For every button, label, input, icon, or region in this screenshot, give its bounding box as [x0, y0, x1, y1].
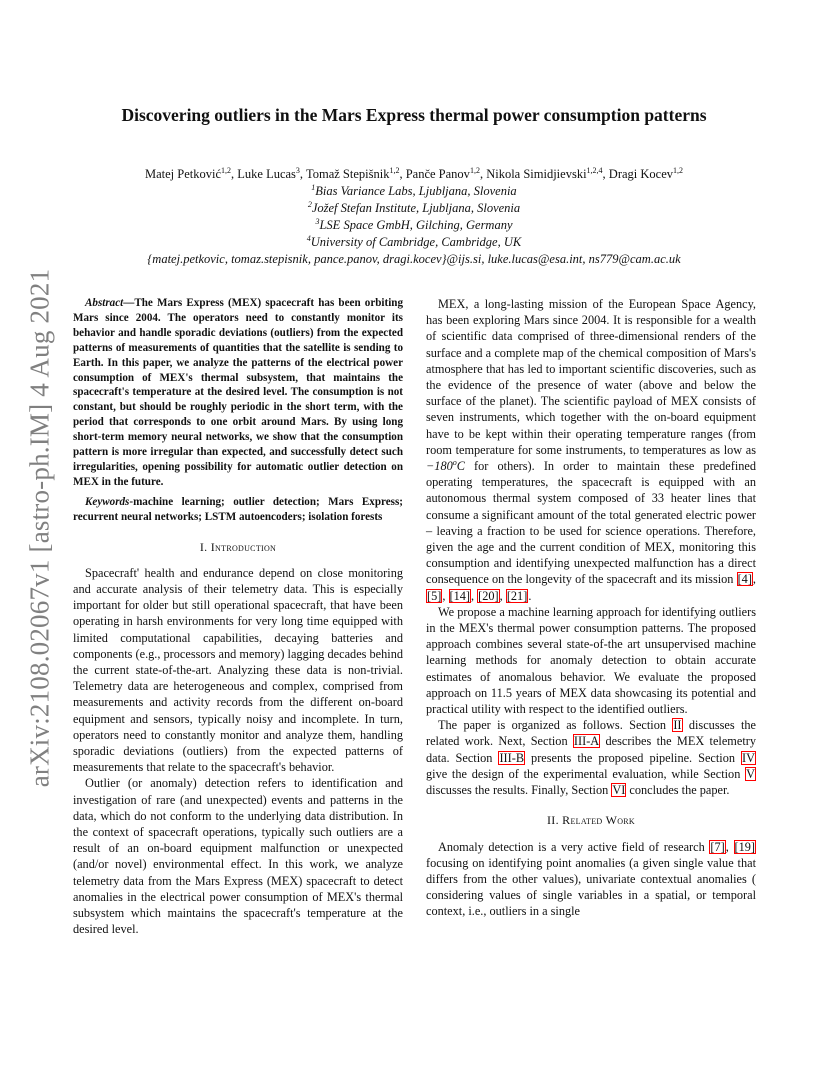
author-block — [60, 166, 768, 268]
author-sup: 1,2 — [469, 165, 480, 175]
author-name: Dragi Kocev — [608, 167, 674, 181]
section-link[interactable]: IV — [742, 750, 755, 765]
paragraph: MEX, a long-lasting mission of the European Space Agency, has been exploring Mars since 2004. It is responsible for a wealth of scientific data comprised of three-dimensional renders of the surface and a complete map of the chemical composition of Mars's atmosphere that has led to important scientific discoveries, such as the evidence of the presence of water (above and below the surface of the planet). The scientific payload of MEX consists of seven instruments, which together with the on-board equipment have to be kept within their operating temperature ranges (from room temperature for some instruments, to temperatures as low as $-180^oC$ for others). In order to maintain these predefined operating temperatures, the spacecraft is equipped with an autonomous thermal system composed of 33 heater lines that consume a significant amount of the total generated electric power – leaving a fraction to be used for science operations. Therefore, given the age and the current condition of MEX, monitoring this consumption and identifying unexpected malfunction has a direct consequence on the longevity of the spacecraft and its mission [4], [5], [14], [20], [21]. — [426, 297, 756, 603]
keywords: Keywords-machine learning; outlier detection; Mars Express; recurrent neural networks; LSTM autoencoders; isolation forests — [73, 495, 403, 523]
author-sup: 1,2 — [673, 165, 684, 175]
paragraph: The paper is organized as follows. Section II discusses the related work. Next, Section III-A describes the MEX telemetry data. Section III-B presents the proposed pipeline. Section IV give the design of the experimental evaluation, while Section V discusses the results. Finally, Section VI concludes the paper. — [426, 718, 756, 798]
author-names: Matej Petković$^{1,2}$, Luke Lucas$^3$, Tomaž Stepišnik$^{1,2}$, Panče Panov$^{1,2}$, Nikola Simidjievski$^{1,2,4}$, Dragi Kocev$^{1,2}$ — [144, 165, 684, 181]
author-sup: 1,2 — [389, 165, 400, 175]
affiliation: $^1$Bias Variance Labs, Ljubljana, Slovenia — [311, 182, 517, 198]
paragraph: Spacecraft' health and endurance depend on close monitoring and accurate analysis of their telemetry data. This is especially important for older but still operational spacecraft, that have been operating in harsh environments for very long time equipped with limited computational capabilities, decaying batteries and components (e.g., processors and memory) lagging decades behind the current state-of-the-art. Analyzing these data is non-trivial. Telemetry data are heterogeneous and complex, comprised from measurements and activity records from the different on-board equipment and sensors, typically noisy and incomplete. In turn, operators need to constantly monitor and analyze them, handling sporadic deviations (outliers) from the expected patterns of measurements that relate to the spacecraft's behavior. — [73, 565, 403, 775]
author-name: Matej Petković — [144, 167, 222, 181]
section-heading-related-work: II. Related Work — [546, 813, 635, 828]
left-column — [73, 296, 403, 937]
author-name: Panče Panov — [405, 167, 470, 181]
section-link[interactable]: III-A — [573, 734, 600, 749]
section-link[interactable]: III-B — [499, 750, 525, 765]
section-link[interactable]: II — [673, 718, 682, 733]
section-link[interactable]: V — [746, 766, 755, 781]
right-column — [426, 296, 756, 920]
arxiv-id: arXiv:2108.02067v1 [astro-ph.IM] 4 Aug 2021 — [24, 268, 55, 788]
author-sup: 1,2,4 — [586, 165, 603, 175]
citation-link[interactable]: [4] — [737, 572, 752, 587]
author-emails: {matej.petkovic, tomaz.stepisnik, pance.panov, dragi.kocev}@ijs.si, luke.lucas@esa.int, ns779@cam.ac.uk — [147, 252, 681, 266]
author-name: Nikola Simidjievski — [486, 167, 587, 181]
affiliation: $^4$University of Cambridge, Cambridge, UK — [306, 233, 522, 249]
paragraph: We propose a machine learning approach for identifying outliers in the MEX's thermal power consumption patterns. The proposed approach combines several state-of-the art unsupervised machine learning methods for anomaly detection to obtain accurate estimates of anomalous behavior. We evaluate the proposed approach on 11.5 years of MEX data showcasing its potential and practical utility with respect to the identified outliers. — [426, 604, 756, 717]
affiliation: $^3$LSE Space GmbH, Gilching, Germany — [315, 216, 513, 232]
citation-link[interactable]: [19] — [734, 839, 755, 854]
citation-link[interactable]: [14] — [449, 588, 470, 603]
paragraph: Outlier (or anomaly) detection refers to identification and investigation of rare (and unexpected) events and patterns in the data, which do not conform to the underlying data distribution. In the context of spacecraft operations, typically such outliers are a result of an on-board equipment malfunction or unexpected (and/or novel) environmental effect. In this work, we analyze telemetry data from the Mars Express (MEX) spacecraft to detect anomalies in the electrical power consumption of MEX's thermal subsystem which maintains the spacecraft's temperature at the desired level. — [73, 776, 403, 937]
citation-link[interactable]: [20] — [478, 588, 499, 603]
paragraph: Anomaly detection is a very active field of research [7], [19] focusing on identifying point anomalies (a given single value that differs from the other values), univariate contextual anomalies ( considering values of single variables in a spatial, or temporal context, i.e., outliers in a single — [426, 839, 756, 919]
citation-link[interactable]: [21] — [506, 588, 528, 603]
affiliation: $^2$Jožef Stefan Institute, Ljubljana, Slovenia — [307, 199, 521, 215]
citation-link[interactable]: [7] — [710, 839, 725, 854]
author-sup: 1,2 — [221, 165, 232, 175]
paper-title: Discovering outliers in the Mars Express thermal power consumption patterns — [121, 105, 707, 125]
author-name: Luke Lucas — [237, 167, 296, 181]
citation-link[interactable]: [5] — [427, 588, 442, 603]
abstract: Abstract—The Mars Express (MEX) spacecraft has been orbiting Mars since 2004. The operators need to constantly monitor its behavior and handle sporadic deviations (outliers) from the expected patterns of measurements of quantities that the satellite is sending to Earth. In this paper, we analyze the patterns of the electrical power consumption of MEX's thermal subsystem, that maintains the spacecraft's temperature at the desired level. The consumption is not constant, but should be roughly periodic in the short term, with the period that corresponds to one orbit around Mars. By using long short-term memory neural networks, we show that the consumption pattern is more irregular than expected, and successfully detect such irregularities, opening possibility for automatic outlier detection on MEX in the future. — [73, 297, 403, 488]
section-heading-introduction: I. Introduction — [199, 539, 277, 554]
section-link[interactable]: VI — [612, 783, 626, 798]
author-sup: 3 — [295, 165, 300, 175]
arxiv-identifier-stamp — [20, 268, 60, 788]
author-name: Tomaž Stepišnik — [305, 167, 390, 181]
